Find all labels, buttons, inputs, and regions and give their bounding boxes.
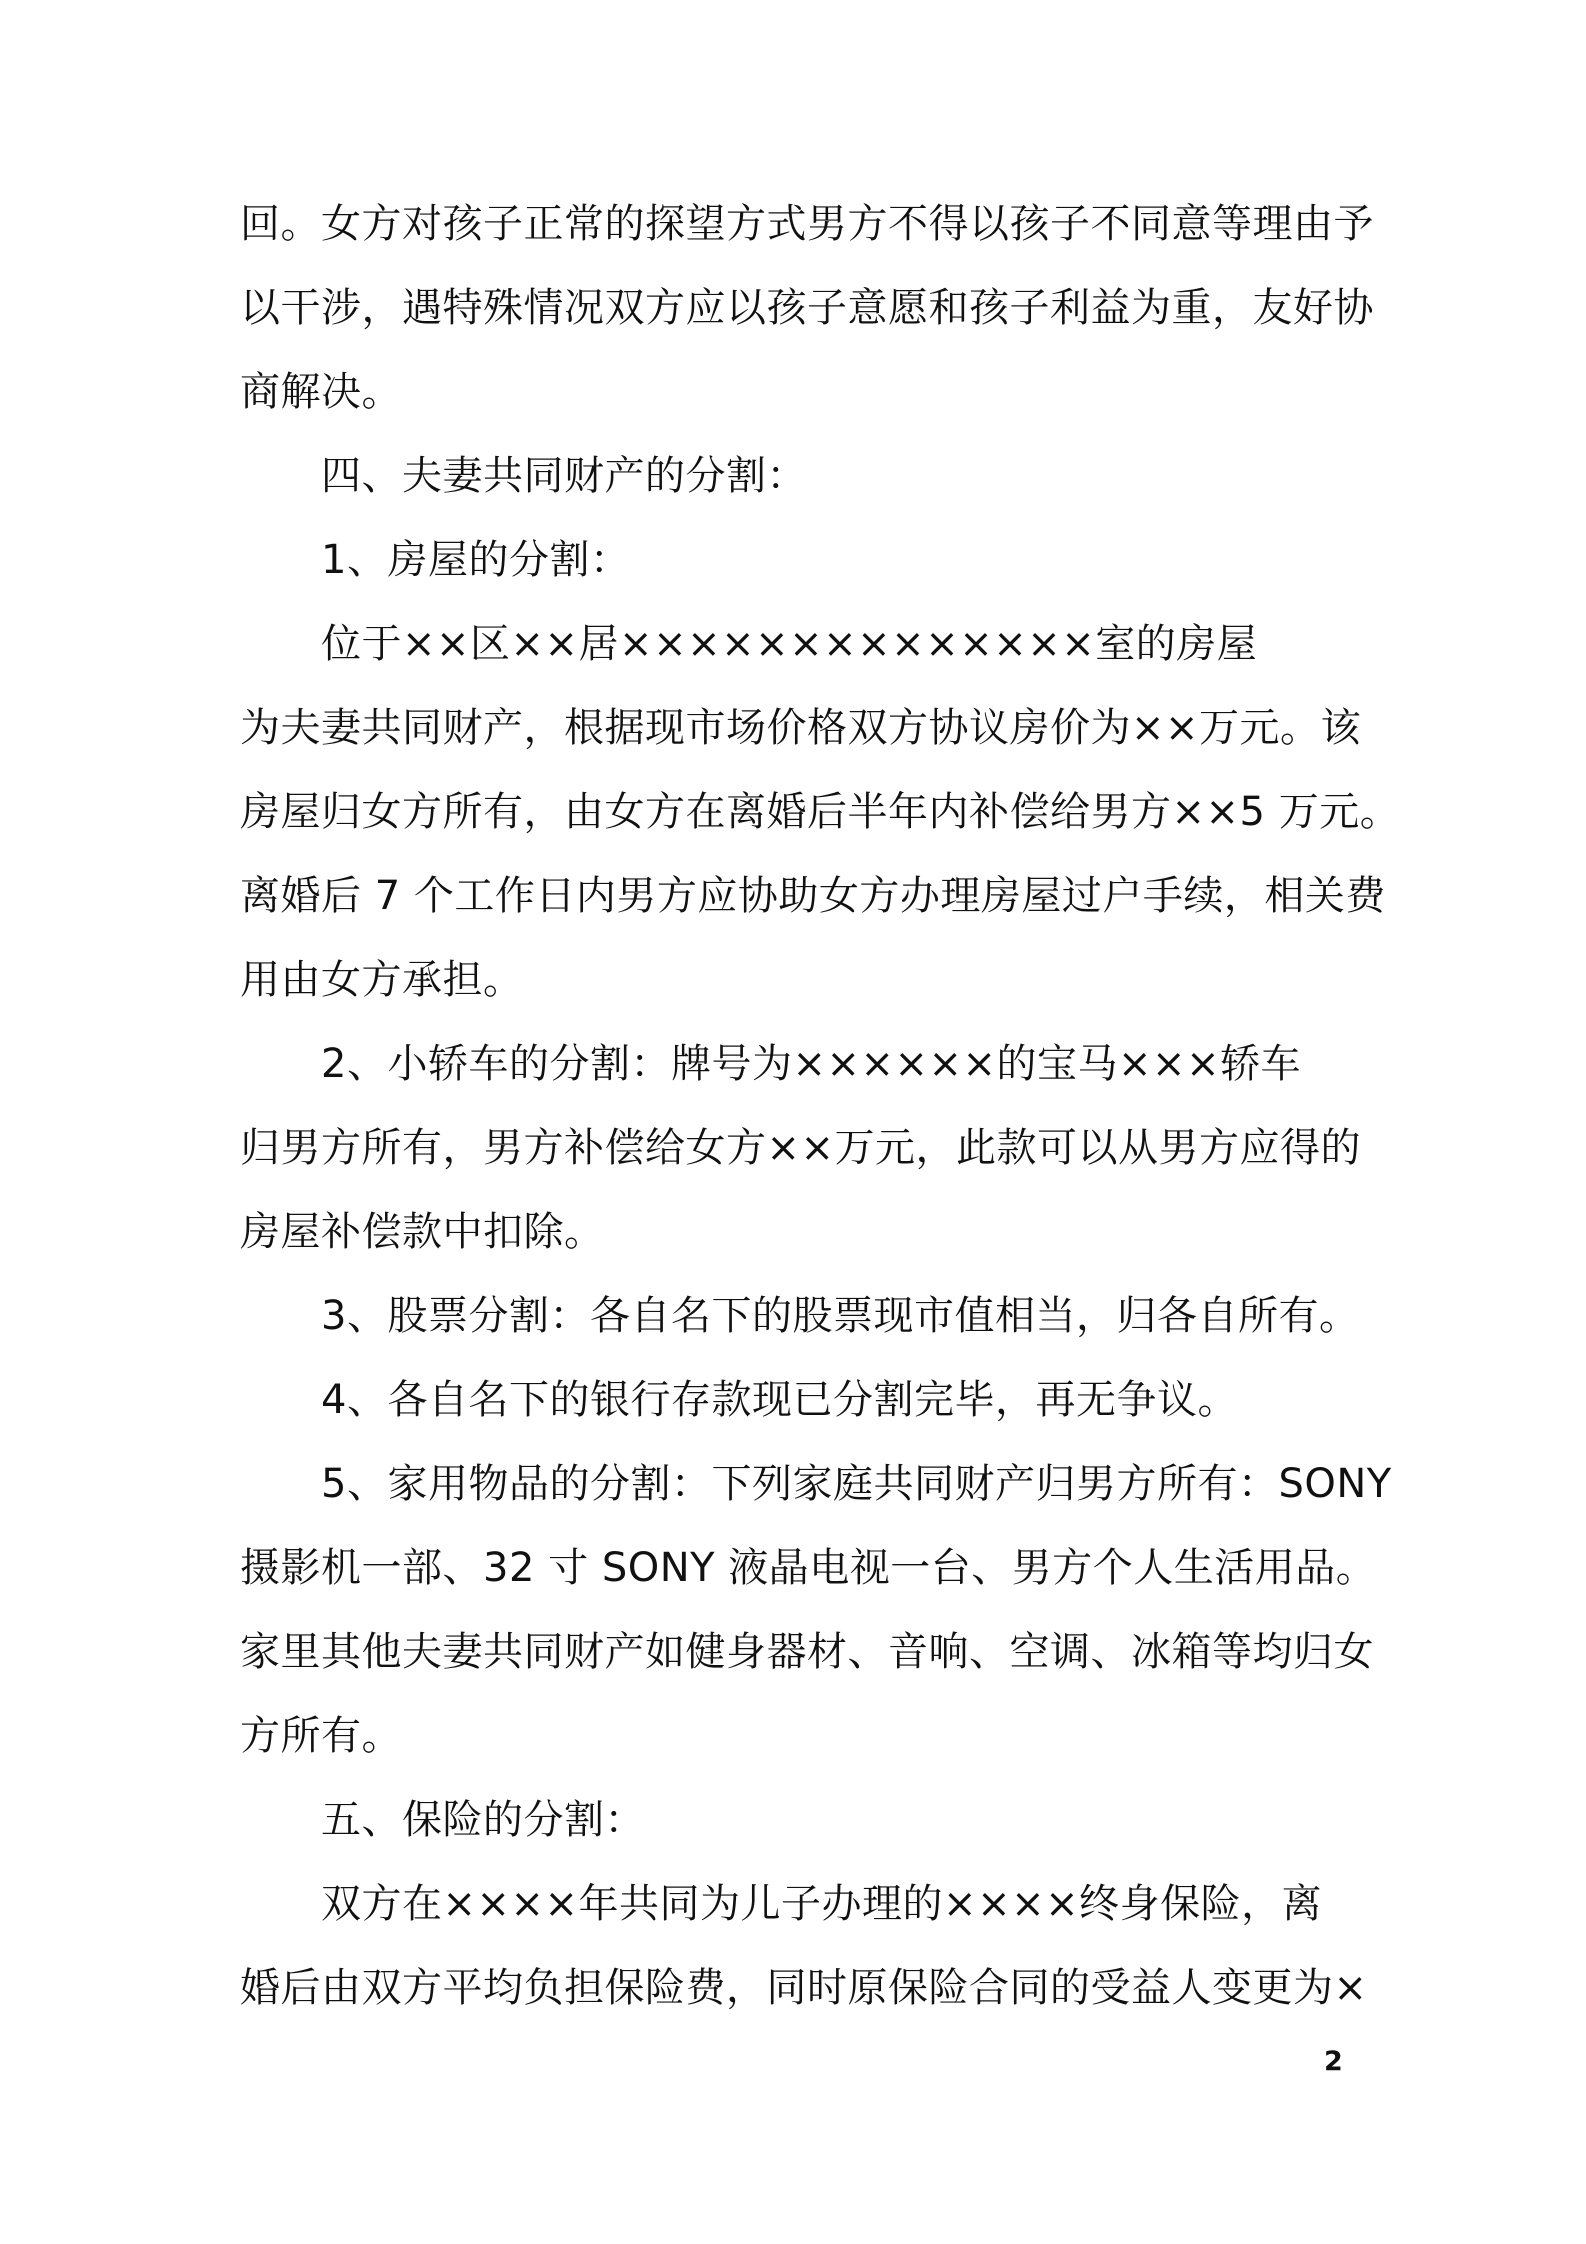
section-heading: 四、夫妻共同财产的分割： xyxy=(321,453,807,499)
text-line: 位于××区××居××××××××××××××室的房屋 xyxy=(321,621,1258,667)
text-line: 家里其他夫妻共同财产如健身器材、音响、空调、冰箱等均归女 xyxy=(240,1629,1374,1675)
text-line: 归男方所有，男方补偿给女方××万元，此款可以从男方应得的 xyxy=(240,1125,1362,1171)
text-line: 双方在××××年共同为儿子办理的××××终身保险，离 xyxy=(321,1881,1323,1927)
text-line: 2、小轿车的分割：牌号为××××××的宝马×××轿车 xyxy=(321,1041,1302,1087)
text-line: 5、家用物品的分割：下列家庭共同财产归男方所有：SONY xyxy=(321,1461,1392,1507)
text-line: 房屋归女方所有，由女方在离婚后半年内补偿给男方××5 万元。 xyxy=(240,789,1401,835)
text-line: 4、各自名下的银行存款现已分割完毕，再无争议。 xyxy=(321,1377,1238,1423)
text-line: 婚后由双方平均负担保险费，同时原保险合同的受益人变更为× xyxy=(240,1965,1368,2011)
text-line: 离婚后 7 个工作日内男方应协助女方办理房屋过户手续，相关费 xyxy=(240,873,1386,919)
text-line: 用由女方承担。 xyxy=(240,957,524,1003)
text-line: 房屋补偿款中扣除。 xyxy=(240,1209,605,1255)
text-line: 以干涉，遇特殊情况双方应以孩子意愿和孩子利益为重，友好协 xyxy=(240,285,1374,331)
text-line: 摄影机一部、32 寸 SONY 液晶电视一台、男方个人生活用品。 xyxy=(240,1545,1377,1591)
section-heading: 五、保险的分割： xyxy=(321,1797,645,1843)
page-number: 2 xyxy=(1324,2046,1343,2077)
text-line: 回。女方对孩子正常的探望方式男方不得以孩子不同意等理由予 xyxy=(240,201,1374,247)
text-line: 3、股票分割：各自名下的股票现市值相当，归各自所有。 xyxy=(321,1293,1360,1339)
text-line: 为夫妻共同财产，根据现市场价格双方协议房价为××万元。该 xyxy=(240,705,1362,751)
subsection-heading: 1、房屋的分割： xyxy=(321,537,631,583)
text-line: 商解决。 xyxy=(240,369,402,415)
text-line: 方所有。 xyxy=(240,1713,402,1759)
